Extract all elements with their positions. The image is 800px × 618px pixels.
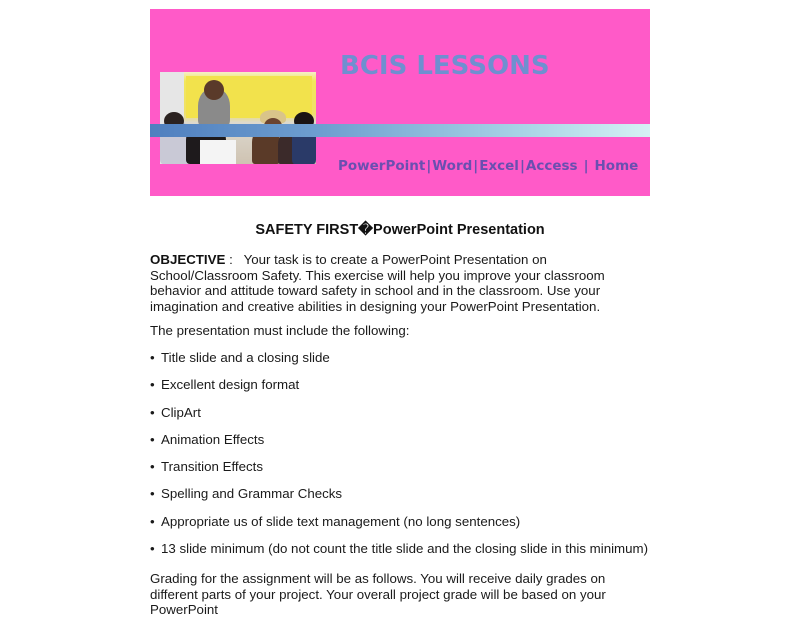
header-banner xyxy=(150,9,650,196)
list-item-text: Transition Effects xyxy=(161,459,263,475)
requirements-list xyxy=(150,350,650,568)
list-item xyxy=(150,350,650,377)
list-item-text: Appropriate us of slide text management (no long sentences) xyxy=(161,513,521,529)
list-item xyxy=(150,514,650,541)
list-item-text: Animation Effects xyxy=(161,431,265,447)
nav-link-home[interactable]: Home xyxy=(594,158,639,174)
bullet-icon: • xyxy=(150,486,155,502)
bullet-icon: • xyxy=(150,377,155,393)
list-item-text: Title slide and a closing slide xyxy=(161,350,330,365)
objective-label: OBJECTIVE xyxy=(150,252,226,267)
site-title: BCIS LESSONS xyxy=(340,51,550,81)
nav-separator: | xyxy=(426,158,432,174)
nav-separator: | xyxy=(519,158,525,174)
bullet-icon: • xyxy=(150,431,155,447)
nav-separator: | xyxy=(583,158,589,174)
list-item xyxy=(150,377,650,404)
bullet-icon: • xyxy=(150,541,155,557)
decorative-gradient-bar xyxy=(150,124,650,137)
list-item xyxy=(150,459,650,486)
requirements-intro: The presentation must include the following: xyxy=(150,323,410,338)
bullet-icon: • xyxy=(150,459,155,475)
list-item xyxy=(150,432,650,459)
list-item xyxy=(150,541,650,568)
bullet-icon: • xyxy=(150,350,155,365)
objective-text: Your task is to create a PowerPoint Presentation on School/Classroom Safety. This exercise will help you improve your classroom behavior and attitude toward safety in school and in the classroom. Use your imagination and creative abilities in designing your PowerPoint Presentation. xyxy=(150,252,605,314)
list-item-text: ClipArt xyxy=(161,404,201,420)
nav-separator: | xyxy=(473,158,479,174)
nav-link-powerpoint[interactable]: PowerPoint xyxy=(338,158,426,174)
list-item xyxy=(150,486,650,513)
grading-paragraph: Grading for the assignment will be as follows. You will receive daily grades on different parts of your project. Your overall project grade will be based on your PowerPoint xyxy=(150,571,606,617)
bullet-icon: • xyxy=(150,513,155,529)
list-item-text: Spelling and Grammar Checks xyxy=(161,486,343,502)
nav-link-word[interactable]: Word xyxy=(432,158,473,174)
bullet-icon: • xyxy=(150,404,155,420)
nav-link-access[interactable]: Access xyxy=(525,158,578,174)
objective-colon: : xyxy=(225,252,244,267)
list-item-text: 13 slide minimum (do not count the title slide and the closing slide in this minimum) xyxy=(161,541,649,557)
page-title: SAFETY FIRST�PowerPoint Presentation xyxy=(255,222,545,238)
main-nav xyxy=(338,158,638,174)
list-item-text: Excellent design format xyxy=(161,377,300,393)
objective-paragraph xyxy=(150,252,650,314)
nav-link-excel[interactable]: Excel xyxy=(479,158,519,174)
list-item xyxy=(150,405,650,432)
classroom-photo xyxy=(160,72,316,164)
